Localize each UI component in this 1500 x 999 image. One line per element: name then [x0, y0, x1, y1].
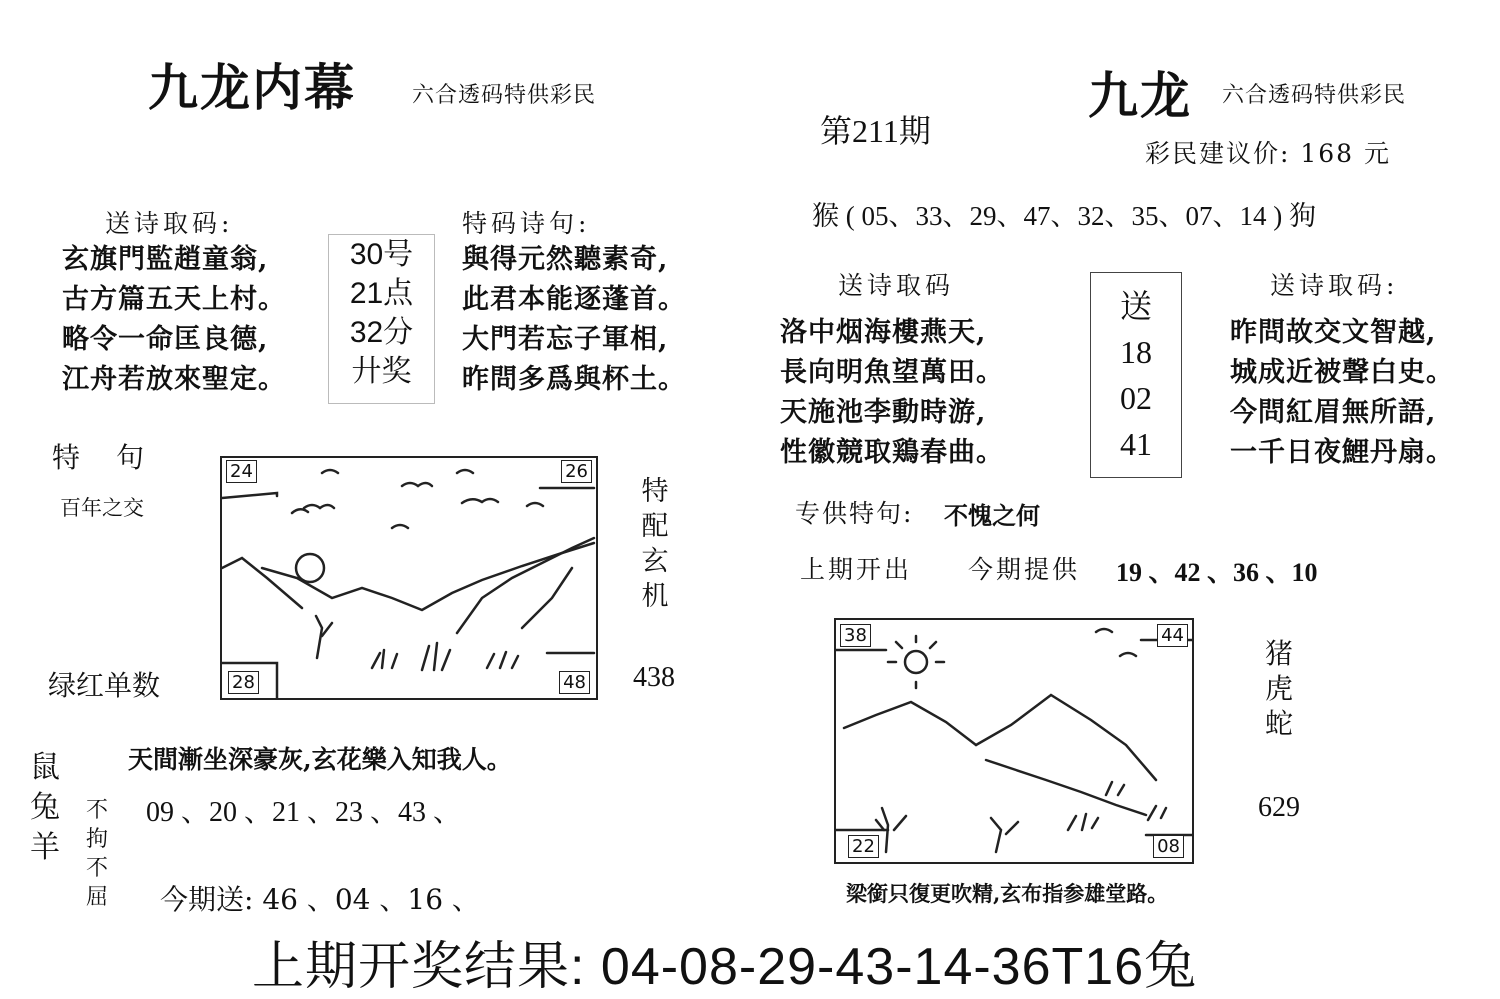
poem-line: 此君本能逐蓬首。: [462, 284, 686, 315]
right-title: 九龙: [1088, 66, 1192, 125]
box-line: 21点: [349, 277, 414, 310]
right-landscape-drawing: [836, 620, 1192, 862]
right-poem-right: [1230, 313, 1454, 473]
left-numbers: 09 、20 、21 、23 、43 、: [146, 797, 462, 828]
right-picture: [834, 618, 1194, 864]
box-line: 41: [1120, 426, 1152, 462]
left-side-vertical: 特配玄机: [641, 476, 669, 612]
left-special-poem: [462, 240, 686, 400]
poem-line: 今問紅眉無所語,: [1230, 397, 1437, 428]
provided-numbers: 19 、42 、36 、10: [1116, 558, 1318, 587]
poem-line: 與得元然聽素奇,: [462, 244, 669, 275]
left-code-box: [328, 234, 435, 404]
bu-ju-bu-qu: 不拘不屈: [85, 798, 108, 910]
picture-corner-number: 44: [1157, 624, 1188, 647]
teju-label: 特 句: [52, 441, 149, 474]
box-line: 02: [1120, 380, 1152, 416]
left-verse: 天間漸坐深豪灰,玄花樂入知我人。: [128, 745, 512, 774]
picture-corner-number: 22: [848, 835, 879, 858]
right-subtitle: 六合透码特供彩民: [1222, 83, 1407, 108]
poem-line: 洛中烟海樓燕天,: [780, 317, 987, 348]
today-send: 今期送: 46 、04 、16 、: [160, 883, 480, 916]
right-side-number: 629: [1258, 792, 1300, 823]
this-issue-label: 今期提供: [968, 555, 1081, 584]
left-landscape-drawing: [222, 458, 596, 698]
picture-corner-number: 26: [561, 460, 592, 483]
poem-line: 昨問多爲與杯土。: [462, 364, 686, 395]
box-line: 30号: [349, 238, 414, 271]
right-poem-label-left: 送诗取码: [838, 271, 955, 300]
right-side-vertical: 猪虎蛇: [1264, 637, 1293, 740]
picture-corner-number: 38: [840, 624, 871, 647]
right-poem-left: [780, 313, 1004, 473]
issue-number: 第211期: [820, 113, 931, 149]
last-issue-label: 上期开出: [800, 555, 913, 584]
picture-corner-number: 48: [559, 671, 590, 694]
poem-line: 城成近被聲白史。: [1230, 357, 1454, 388]
left-subtitle: 六合透码特供彩民: [412, 83, 597, 108]
box-line: 18: [1120, 334, 1152, 370]
zodiac-vertical: 鼠兔羊: [30, 750, 60, 865]
poem-line: 一千日夜鯉丹扇。: [1230, 437, 1454, 468]
green-red-label: 绿红单数: [48, 669, 161, 702]
teju-text: 百年之交: [60, 496, 144, 520]
poem-line: 大門若忘子軍相,: [462, 324, 669, 355]
right-poem-label-right: 送诗取码:: [1270, 271, 1399, 300]
right-code-box: [1090, 272, 1182, 478]
special-label: 专供特句:: [795, 499, 914, 528]
picture-corner-number: 24: [226, 460, 257, 483]
last-draw-result: 上期开奖结果: 04-08-29-43-14-36T16兔: [252, 938, 1198, 996]
left-poem: [62, 240, 286, 400]
left-special-label: 特码诗句:: [462, 209, 591, 238]
box-line: 32分: [349, 316, 414, 349]
left-side-number: 438: [633, 662, 675, 693]
right-verse: 梁銜只復更吹精,玄布指参雄堂路。: [846, 881, 1169, 906]
poem-line: 天施池李動時游,: [780, 397, 987, 428]
picture-corner-number: 08: [1153, 835, 1184, 858]
picture-corner-number: 28: [228, 671, 259, 694]
poem-line: 長向明魚望萬田。: [780, 357, 1004, 388]
price: 彩民建议价: 168 元: [1145, 139, 1392, 168]
special-text: 不愧之何: [944, 501, 1040, 530]
poem-line: 略令一命匡良德,: [62, 324, 269, 355]
poem-line: 江舟若放來聖定。: [62, 364, 286, 395]
poem-line: 古方篇五天上村。: [62, 284, 286, 315]
left-poem-label: 送诗取码:: [105, 209, 234, 238]
box-line: 送: [1119, 288, 1152, 324]
poem-line: 性徽競取鶏春曲。: [780, 437, 1004, 468]
left-title: 九龙内幕: [148, 58, 356, 117]
left-picture: [220, 456, 598, 700]
poem-line: 玄旗門監趙童翁,: [62, 244, 269, 275]
poem-line: 昨問故交文智越,: [1230, 317, 1437, 348]
box-line: 廾奖: [351, 355, 412, 388]
monkey-dog-line: 猴 ( 05、33、29、47、32、35、07、14 ) 狗: [812, 201, 1316, 231]
